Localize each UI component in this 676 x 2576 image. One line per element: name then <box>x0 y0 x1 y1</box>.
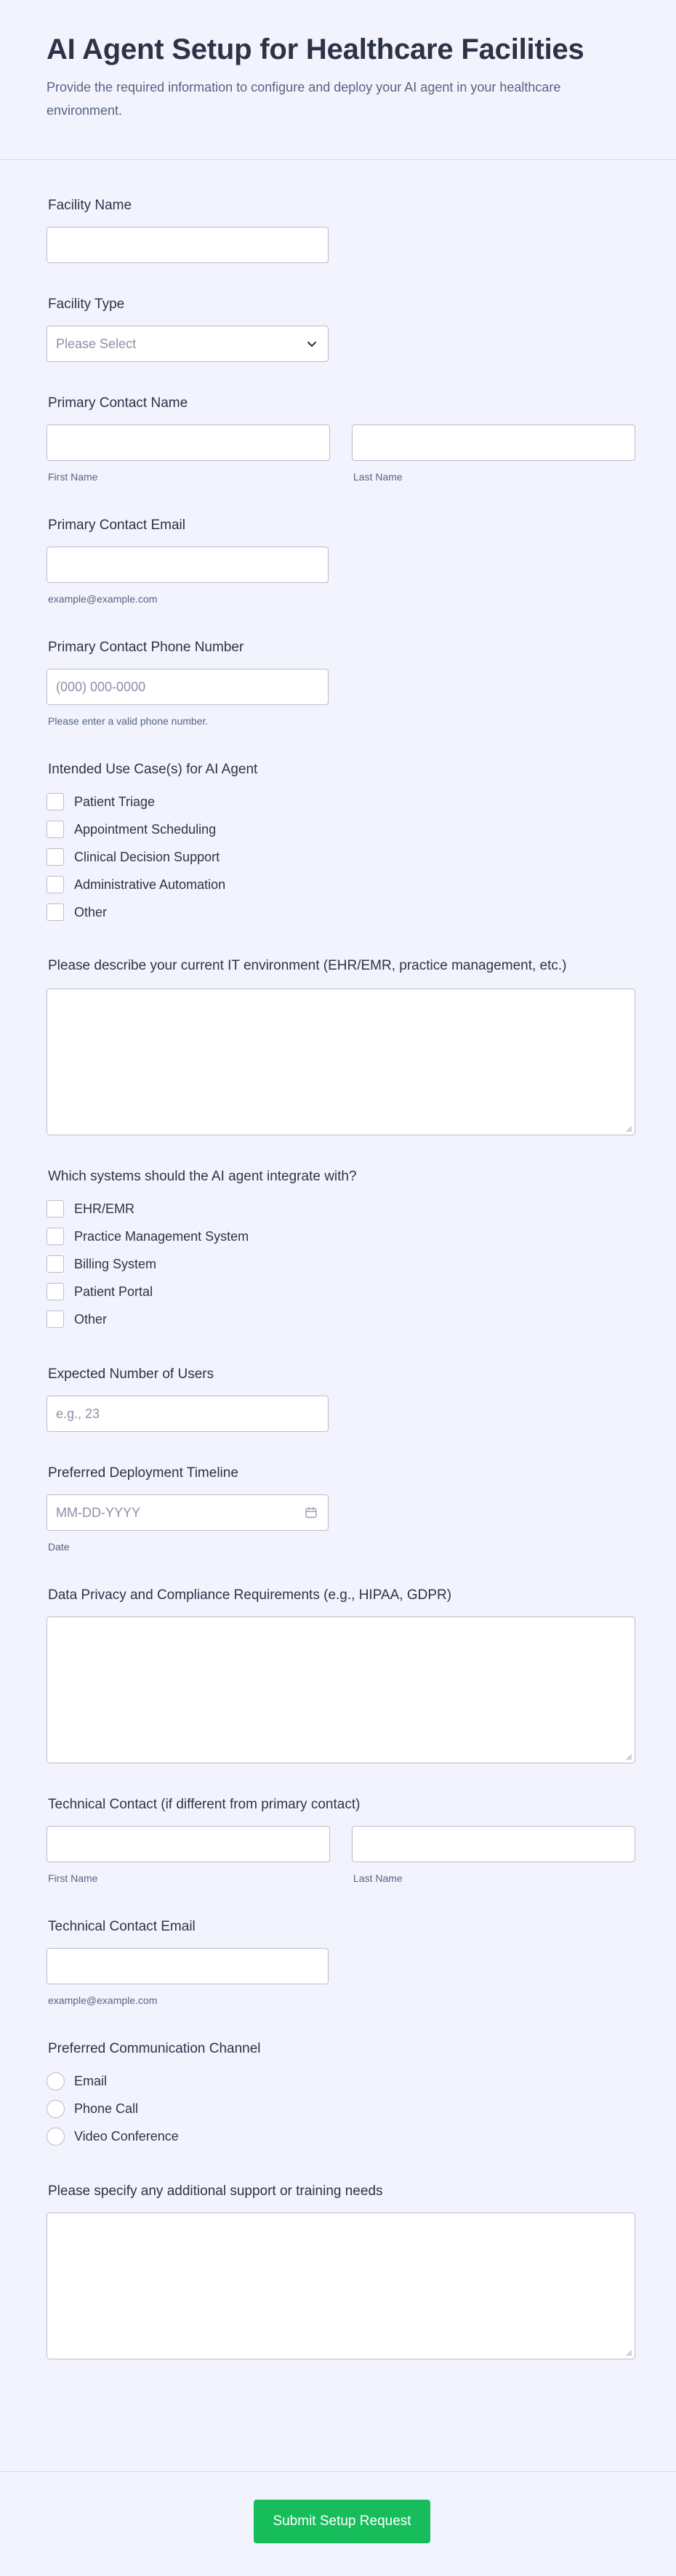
it-environment-label: Please describe your current IT environment (EHR/EMR, practice management, etc.) <box>48 958 567 973</box>
option-label: Patient Triage <box>74 794 156 809</box>
date-placeholder: MM-DD-YYYY <box>56 1505 140 1520</box>
phone-sublabel: Please enter a valid phone number. <box>48 715 209 727</box>
calendar-icon[interactable] <box>305 1506 318 1519</box>
checkbox[interactable] <box>47 876 64 893</box>
radio-button[interactable] <box>47 2072 65 2090</box>
primary-first-name-input[interactable] <box>47 424 330 461</box>
option-label: Email <box>74 2074 108 2088</box>
option-label: Patient Portal <box>74 1284 153 1299</box>
primary-contact-email-input[interactable] <box>47 547 329 583</box>
technical-first-name-sublabel: First Name <box>48 1872 98 1884</box>
form-title: AI Agent Setup for Healthcare Facilities <box>47 33 584 65</box>
phone-placeholder: (000) 000-0000 <box>56 680 146 694</box>
technical-email-input[interactable] <box>47 1948 329 1984</box>
integrations-label: Which systems should the AI agent integrate with? <box>48 1169 357 1184</box>
option-label: Practice Management System <box>74 1229 249 1244</box>
technical-email-sublabel: example@example.com <box>48 1995 158 2006</box>
facility-name-label: Facility Name <box>48 198 132 213</box>
support-needs-textarea[interactable] <box>47 2213 635 2359</box>
checkbox[interactable] <box>47 1311 64 1328</box>
option-label: Phone Call <box>74 2101 139 2116</box>
primary-contact-phone-label: Primary Contact Phone Number <box>48 640 244 655</box>
primary-email-sublabel: example@example.com <box>48 593 158 605</box>
technical-contact-label: Technical Contact (if different from primary contact) <box>48 1797 361 1812</box>
option-label: Other <box>74 1312 108 1327</box>
form-footer <box>0 2471 676 2576</box>
facility-type-label: Facility Type <box>48 297 125 312</box>
use-cases-label: Intended Use Case(s) for AI Agent <box>48 762 258 777</box>
option-label: Administrative Automation <box>74 877 226 892</box>
checkbox[interactable] <box>47 903 64 921</box>
technical-last-name-sublabel: Last Name <box>353 1872 403 1884</box>
checkbox[interactable] <box>47 1255 64 1273</box>
form-description: Provide the required information to configure and deploy your AI agent in your healthcare environment. <box>47 80 561 118</box>
primary-contact-phone-input[interactable] <box>47 669 329 705</box>
facility-name-input[interactable] <box>47 227 329 263</box>
primary-first-name-sublabel: First Name <box>48 471 98 483</box>
it-environment-textarea[interactable] <box>47 989 635 1135</box>
chevron-down-icon <box>306 338 318 350</box>
submit-button[interactable]: Submit Setup Request <box>254 2500 430 2543</box>
technical-last-name-input[interactable] <box>352 1826 635 1862</box>
technical-first-name-input[interactable] <box>47 1826 330 1862</box>
resize-handle-icon[interactable] <box>625 1753 632 1760</box>
checkbox[interactable] <box>47 821 64 838</box>
support-needs-label: Please specify any additional support or training needs <box>48 2183 383 2199</box>
radio-button[interactable] <box>47 2100 65 2118</box>
compliance-textarea[interactable] <box>47 1617 635 1763</box>
option-label: Billing System <box>74 1257 157 1271</box>
expected-users-input[interactable] <box>47 1396 329 1432</box>
checkbox[interactable] <box>47 1228 64 1245</box>
checkbox[interactable] <box>47 848 64 866</box>
checkbox[interactable] <box>47 793 64 810</box>
checkbox[interactable] <box>47 1283 64 1300</box>
compliance-label: Data Privacy and Compliance Requirements (e.g., HIPAA, GDPR) <box>48 1587 452 1603</box>
radio-button[interactable] <box>47 2128 65 2146</box>
technical-email-label: Technical Contact Email <box>48 1919 196 1934</box>
communication-channel-label: Preferred Communication Channel <box>48 2041 261 2056</box>
option-label: EHR/EMR <box>74 1202 135 1216</box>
resize-handle-icon[interactable] <box>625 2349 632 2356</box>
primary-contact-name-label: Primary Contact Name <box>48 395 188 411</box>
expected-users-placeholder: e.g., 23 <box>56 1406 100 1421</box>
checkbox[interactable] <box>47 1200 64 1217</box>
resize-handle-icon[interactable] <box>625 1125 632 1132</box>
option-label: Video Conference <box>74 2129 179 2144</box>
date-sublabel: Date <box>48 1541 70 1553</box>
facility-type-placeholder: Please Select <box>56 337 137 351</box>
deployment-timeline-label: Preferred Deployment Timeline <box>48 1465 238 1481</box>
primary-last-name-sublabel: Last Name <box>353 471 403 483</box>
option-label: Other <box>74 905 108 919</box>
option-label: Appointment Scheduling <box>74 822 217 837</box>
facility-type-select[interactable] <box>47 326 329 362</box>
form-header <box>0 0 676 160</box>
option-label: Clinical Decision Support <box>74 850 220 864</box>
primary-contact-email-label: Primary Contact Email <box>48 518 185 533</box>
expected-users-label: Expected Number of Users <box>48 1367 214 1382</box>
primary-last-name-input[interactable] <box>352 424 635 461</box>
deployment-date-input[interactable] <box>47 1494 329 1531</box>
